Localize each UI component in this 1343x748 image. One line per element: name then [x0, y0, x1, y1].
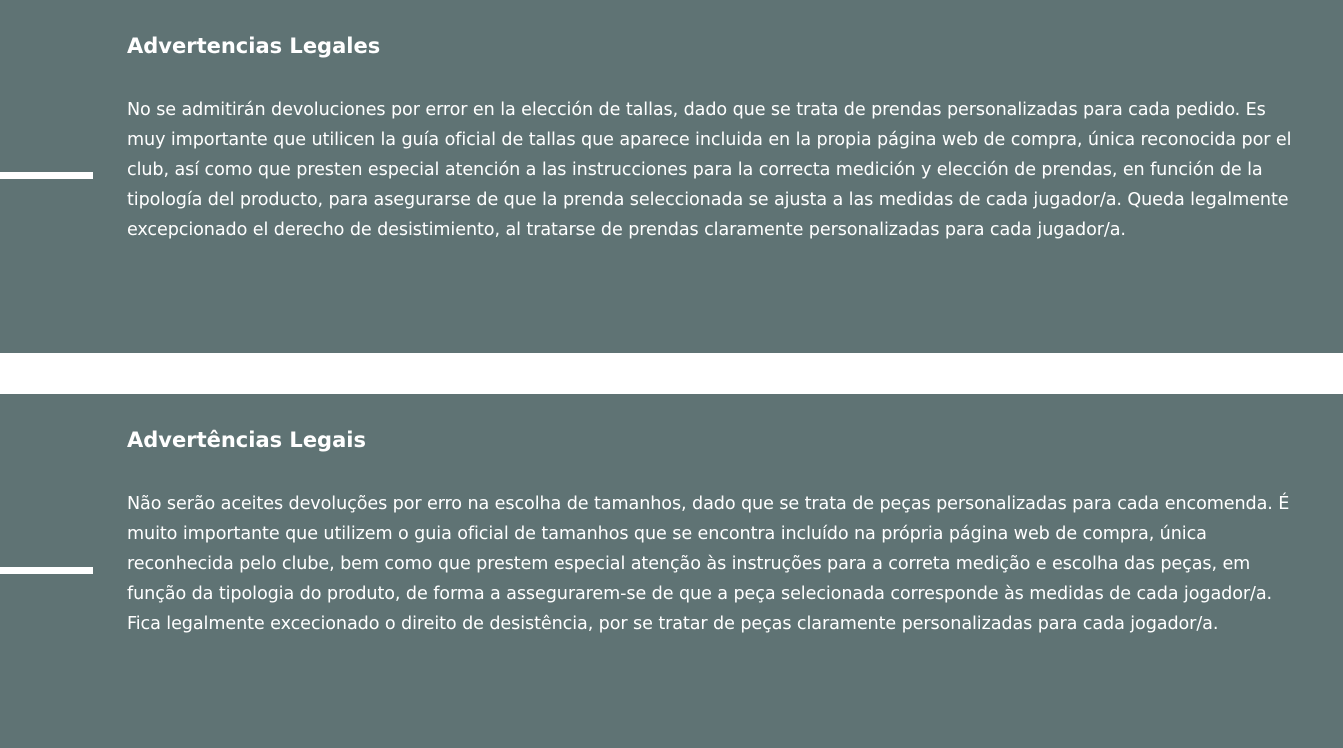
- section-body-text: No se admitirán devoluciones por error en la elección de tallas, dado que se trata de prendas personalizadas para cada pedido. Es muy importante que utilicen la guía oficial de tallas que aparece incluida en la propia página web de compra, única reconocida por el club, así como que presten especial atención a las instrucciones para la correcta medición y elección de prendas, en función de la tipología del producto, para asegurarse de que la prenda seleccionada se ajusta a las medidas de cada jugador/a. Queda legalmente excepcionado el derecho de desistimiento, al tratarse de prendas claramente personalizadas para cada jugador/a.: [127, 100, 1292, 240]
- legal-notice-portuguese-panel: [0, 394, 1343, 748]
- accent-divider-line: [0, 567, 93, 574]
- section-title: Advertencias Legales: [127, 34, 381, 58]
- section-body-text: Não serão aceites devoluções por erro na escolha de tamanhos, dado que se trata de peças personalizadas para cada encomenda. É muito importante que utilizem o guia oficial de tamanhos que se encontra incluído na própria página web de compra, única reconhecida pelo clube, bem como que prestem especial atenção às instruções para a correta medição e escolha das peças, em função da tipologia do produto, de forma a assegurarem-se de que a peça selecionada corresponde às medidas de cada jogador/a. Fica legalmente excecionado o direito de desistência, por se tratar de peças claramente personalizadas para cada jogador/a.: [127, 494, 1290, 634]
- section-title: Advertências Legais: [127, 428, 366, 452]
- accent-divider-line: [0, 172, 93, 179]
- legal-notice-spanish-panel: [0, 0, 1343, 353]
